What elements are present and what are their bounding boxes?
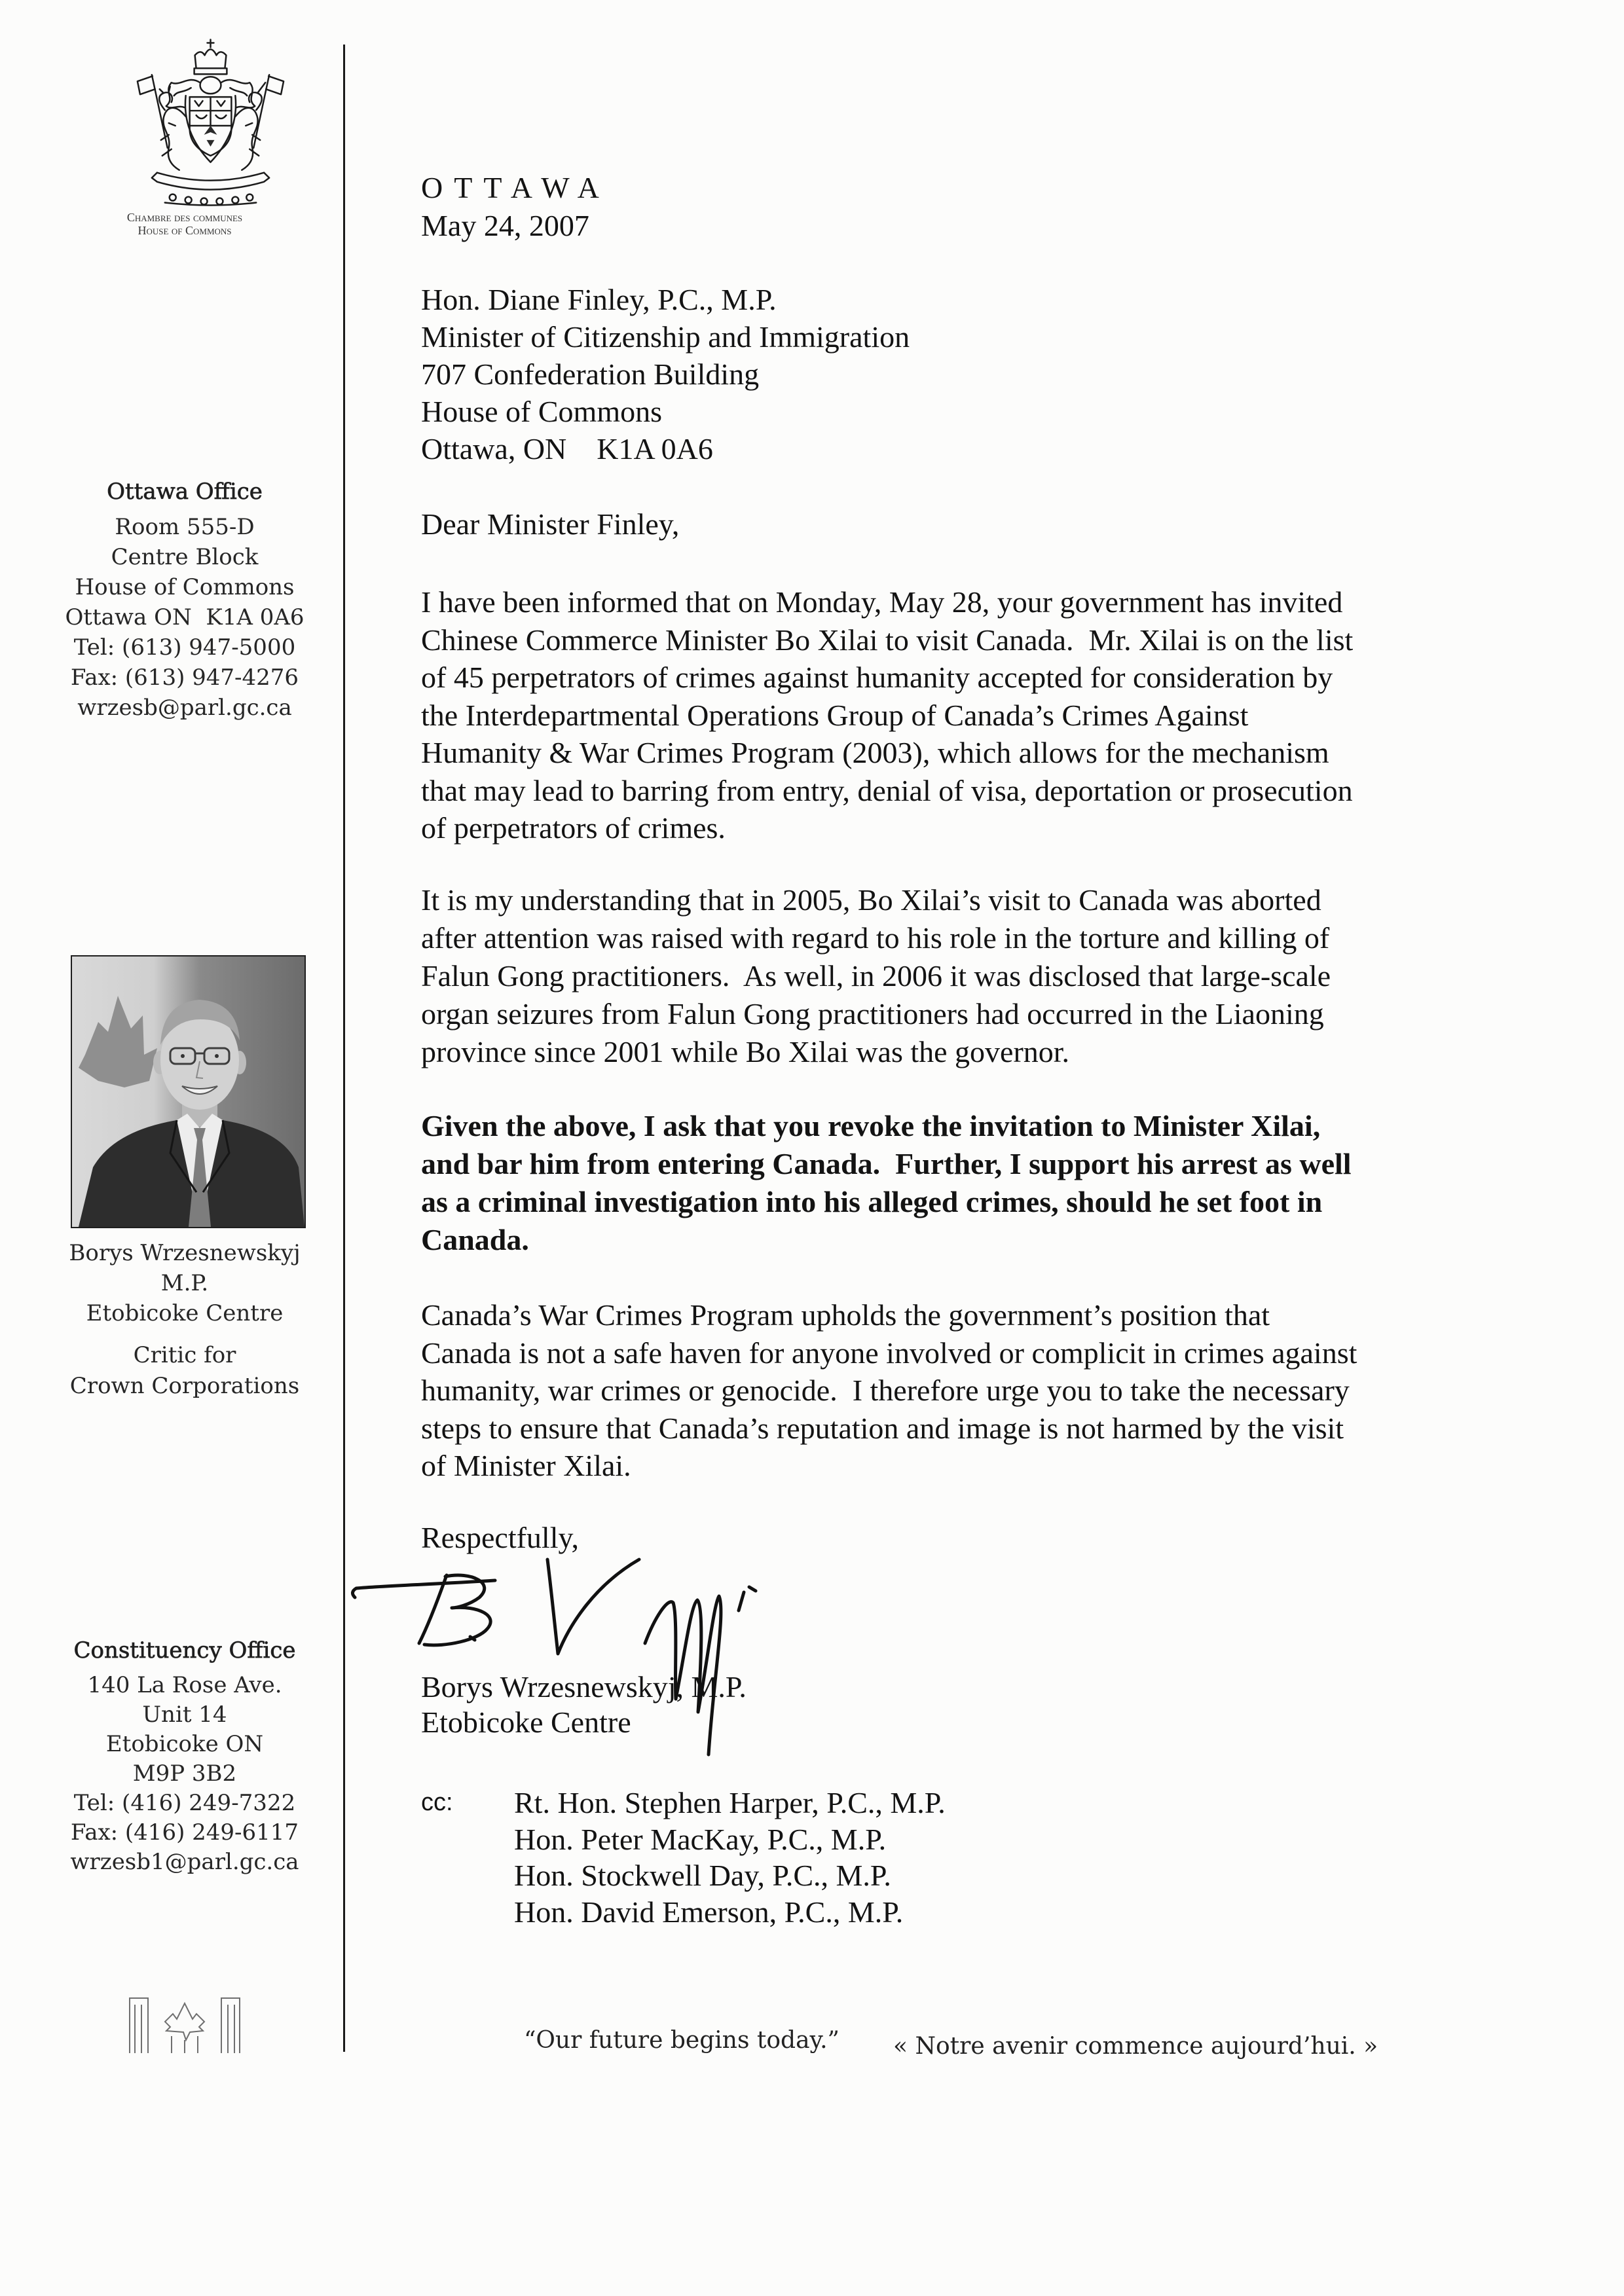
office-line: Room 555-D: [115, 514, 255, 540]
place-and-date: [421, 169, 610, 245]
recipient-address: [421, 281, 910, 467]
member-title: M.P.: [160, 1270, 209, 1296]
member-role: [39, 1340, 330, 1402]
office-fax: Fax: (613) 947-4276: [70, 665, 299, 691]
recipient-line: Hon. Diane Finley, P.C., M.P.: [421, 283, 777, 316]
cc-label: cc:: [421, 1789, 453, 1816]
paragraph-line: and bar him from entering Canada. Further, I support his arrest as well: [421, 1147, 1352, 1180]
recipient-line: Minister of Citizenship and Immigration: [421, 320, 910, 354]
ottawa-office-address: [39, 512, 330, 723]
member-name: Borys Wrzesnewskyj: [69, 1240, 301, 1266]
place: OTTAWA: [421, 171, 610, 204]
paragraph-line: organ seizures from Falun Gong practitioners had occurred in the Liaoning: [421, 997, 1324, 1030]
office-line: Unit 14: [142, 1702, 227, 1728]
paragraph-2: [421, 881, 1331, 1071]
motto-fr: « Notre avenir commence aujourd’hui. »: [893, 2033, 1378, 2060]
cc-recipient: Hon. Peter MacKay, P.C., M.P.: [514, 1822, 887, 1856]
member-portrait: [71, 955, 306, 1228]
paragraph-line: province since 2001 while Bo Xilai was the governor.: [421, 1035, 1070, 1068]
paragraph-line: that may lead to barring from entry, denial of visa, deportation or prosecution: [421, 773, 1353, 807]
paragraph-line: Falun Gong practitioners. As well, in 2006 it was disclosed that large-scale: [421, 959, 1331, 993]
paragraph-line: It is my understanding that in 2005, Bo Xilai’s visit to Canada was aborted: [421, 883, 1321, 917]
paragraph-line: Canada.: [421, 1223, 529, 1256]
letterhead-caption: [86, 211, 283, 237]
office-line: M9P 3B2: [132, 1760, 237, 1787]
cc-label-block: [421, 1785, 453, 1821]
office-line: Etobicoke ON: [105, 1731, 264, 1757]
cc-recipient: Hon. Stockwell Day, P.C., M.P.: [514, 1859, 891, 1893]
ottawa-office-heading: [39, 477, 330, 507]
office-line: House of Commons: [75, 574, 295, 600]
vertical-rule: [343, 45, 345, 2052]
office-email: wrzesb1@parl.gc.ca: [70, 1849, 299, 1875]
cc-recipient: Rt. Hon. Stephen Harper, P.C., M.P.: [514, 1786, 946, 1819]
paragraph-line: Humanity & War Crimes Program (2003), which allows for the mechanism: [421, 736, 1329, 769]
recipient-line: House of Commons: [421, 395, 662, 428]
recipient-line: Ottawa, ON K1A 0A6: [421, 432, 713, 465]
paragraph-line: steps to ensure that Canada’s reputation and image is not harmed by the visit: [421, 1411, 1344, 1445]
paragraph-line: of perpetrators of crimes.: [421, 811, 726, 845]
salutation-block: [421, 505, 679, 543]
paragraph-4: [421, 1296, 1357, 1485]
motto-en: “Our future begins today.”: [524, 2027, 840, 2054]
cc-list: [514, 1785, 946, 1930]
paragraph-line: the Interdepartmental Operations Group of Canada’s Crimes Against: [421, 698, 1249, 732]
office-phone: Tel: (416) 249-7322: [73, 1790, 296, 1816]
office-line: Ottawa ON K1A 0A6: [65, 604, 304, 630]
closing: Respectfully,: [421, 1521, 580, 1554]
member-riding: Etobicoke Centre: [86, 1300, 284, 1326]
recipient-line: 707 Confederation Building: [421, 357, 760, 391]
paragraph-line: after attention was raised with regard to his role in the torture and killing of: [421, 921, 1330, 955]
paragraph-line: as a criminal investigation into his alleged crimes, should he set foot in: [421, 1185, 1323, 1218]
office-line: 140 La Rose Ave.: [87, 1672, 282, 1698]
coat-of-arms-logo: [126, 37, 295, 207]
member-role-line: Critic for: [133, 1342, 236, 1368]
paragraph-line: Canada’s War Crimes Program upholds the government’s position that: [421, 1298, 1270, 1332]
paragraph-1: [421, 583, 1353, 847]
parliament-logo: [126, 1993, 244, 2054]
member-block: [39, 1238, 330, 1328]
paragraph-line: humanity, war crimes or genocide. I therefore urge you to take the necessary: [421, 1374, 1350, 1407]
paragraph-line: Canada is not a safe haven for anyone involved or complicit in crimes against: [421, 1336, 1357, 1370]
institution-name-en: House of Commons: [138, 224, 232, 237]
cc-recipient: Hon. David Emerson, P.C., M.P.: [514, 1895, 904, 1929]
member-role-line: Crown Corporations: [69, 1373, 300, 1399]
signatory-name: Borys Wrzesnewskyj, M.P.: [421, 1670, 747, 1704]
ottawa-office-title: Ottawa Office: [107, 479, 263, 505]
office-email: wrzesb@parl.gc.ca: [77, 695, 292, 721]
constituency-office-heading: [39, 1635, 330, 1666]
signatory-riding: Etobicoke Centre: [421, 1705, 631, 1739]
paragraph-line: Given the above, I ask that you revoke the invitation to Minister Xilai,: [421, 1109, 1321, 1142]
signature: [347, 1545, 766, 1768]
paragraph-line: I have been informed that on Monday, May 28, your government has invited: [421, 585, 1343, 619]
paragraph-line: of 45 perpetrators of crimes against humanity accepted for consideration by: [421, 661, 1333, 694]
office-phone: Tel: (613) 947-5000: [73, 634, 296, 661]
date: May 24, 2007: [421, 209, 589, 242]
constituency-office-address: [39, 1671, 330, 1877]
paragraph-line: of Minister Xilai.: [421, 1449, 631, 1482]
paragraph-3-bold: [421, 1107, 1352, 1259]
institution-name-fr: Chambre des communes: [126, 211, 243, 224]
salutation: Dear Minister Finley,: [421, 507, 680, 541]
office-line: Centre Block: [111, 544, 259, 570]
constituency-office-title: Constituency Office: [73, 1637, 296, 1664]
paragraph-line: Chinese Commerce Minister Bo Xilai to visit Canada. Mr. Xilai is on the list: [421, 623, 1354, 657]
office-fax: Fax: (416) 249-6117: [70, 1819, 299, 1846]
